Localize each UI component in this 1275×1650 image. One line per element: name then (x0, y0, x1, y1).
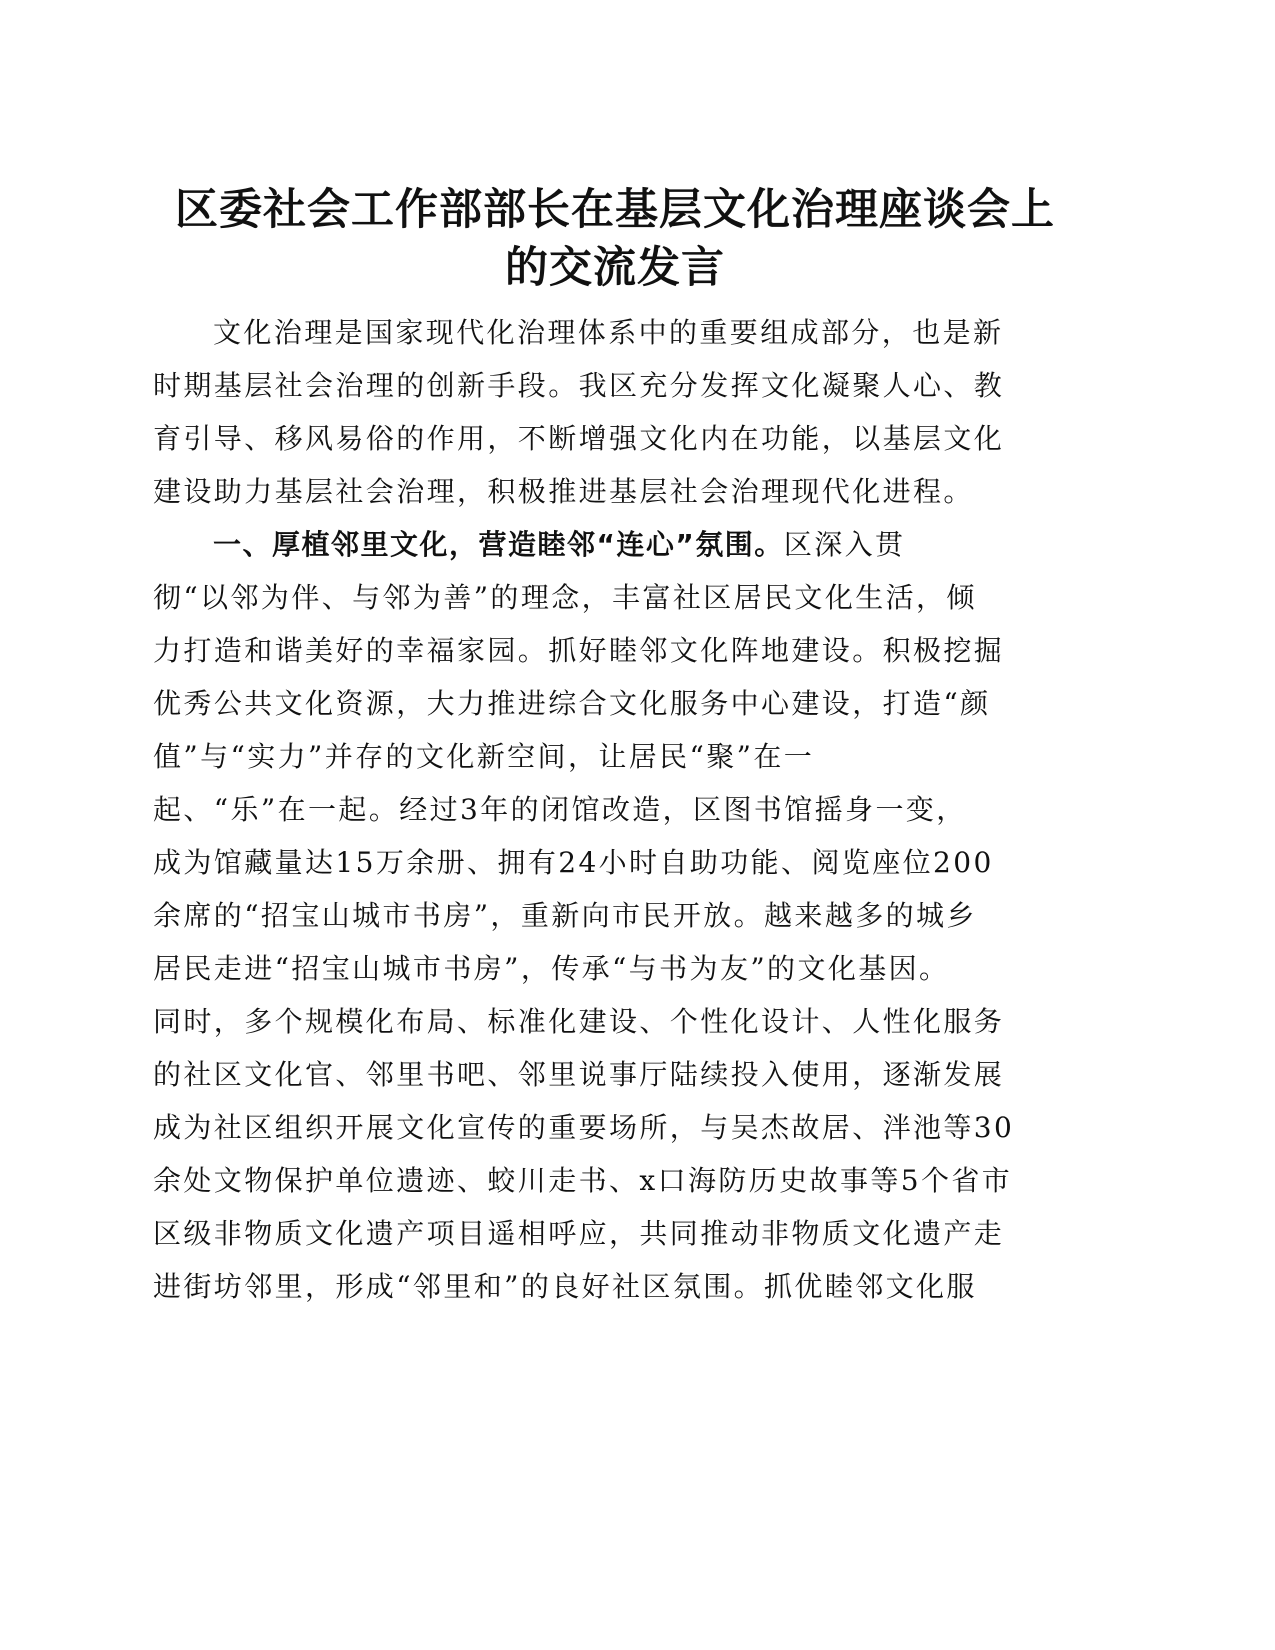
intro-paragraph-line: 建设助力基层社会治理，积极推进基层社会治理现代化进程。 (153, 475, 974, 508)
section-1-line: 进街坊邻里，形成“邻里和”的良好社区氛围。抓优睦邻文化服 (153, 1270, 977, 1303)
document-title-line-1: 区委社会工作部部长在基层文化治理座谈会上 (175, 185, 1055, 235)
document-title-line-2: 的交流发言 (505, 243, 725, 293)
section-1-line: 区级非物质文化遗产项目遥相呼应，共同推动非物质文化遗产走 (153, 1217, 1005, 1250)
section-1-line: 值”与“实力”并存的文化新空间，让居民“聚”在一 (153, 740, 815, 773)
section-1-line: 起、“乐”在一起。经过3年的闭馆改造，区图书馆摇身一变， (153, 793, 967, 826)
section-1-line: 余席的“招宝山城市书房”，重新向市民开放。越来越多的城乡 (153, 899, 977, 932)
section-1-first-line (213, 525, 1153, 565)
section-1-line: 成为馆藏量达15万余册、拥有24小时自助功能、阅览座位200 (153, 846, 994, 879)
intro-paragraph-line: 育引导、移风易俗的作用，不断增强文化内在功能，以基层文化 (153, 422, 1005, 455)
section-1-line: 优秀公共文化资源，大力推进综合文化服务中心建设，打造“颜 (153, 687, 991, 720)
intro-paragraph-line: 文化治理是国家现代化治理体系中的重要组成部分，也是新 (213, 316, 1004, 349)
section-1-line: 力打造和谐美好的幸福家园。抓好睦邻文化阵地建设。积极挖掘 (153, 634, 1005, 667)
section-1-line: 彻“以邻为伴、与邻为善”的理念，丰富社区居民文化生活，倾 (153, 581, 977, 614)
section-1-line: 同时，多个规模化布局、标准化建设、个性化设计、人性化服务 (153, 1005, 1005, 1038)
section-1-line: 居民走进“招宝山城市书房”，传承“与书为友”的文化基因。 (153, 952, 950, 985)
intro-paragraph-line: 时期基层社会治理的创新手段。我区充分发挥文化凝聚人心、教 (153, 369, 1005, 402)
section-1-line: 成为社区组织开展文化宣传的重要场所，与吴杰故居、泮池等30 (153, 1111, 1015, 1144)
section-1-first-line-text: 区深入贯 (783, 528, 906, 561)
section-1-line: 的社区文化官、邻里书吧、邻里说事厅陆续投入使用，逐渐发展 (153, 1058, 1005, 1091)
section-1-line: 余处文物保护单位遗迹、蛟川走书、x口海防历史故事等5个省市 (153, 1164, 1013, 1197)
section-1-heading: 一、厚植邻里文化，营造睦邻“连心”氛围。 (213, 528, 784, 561)
